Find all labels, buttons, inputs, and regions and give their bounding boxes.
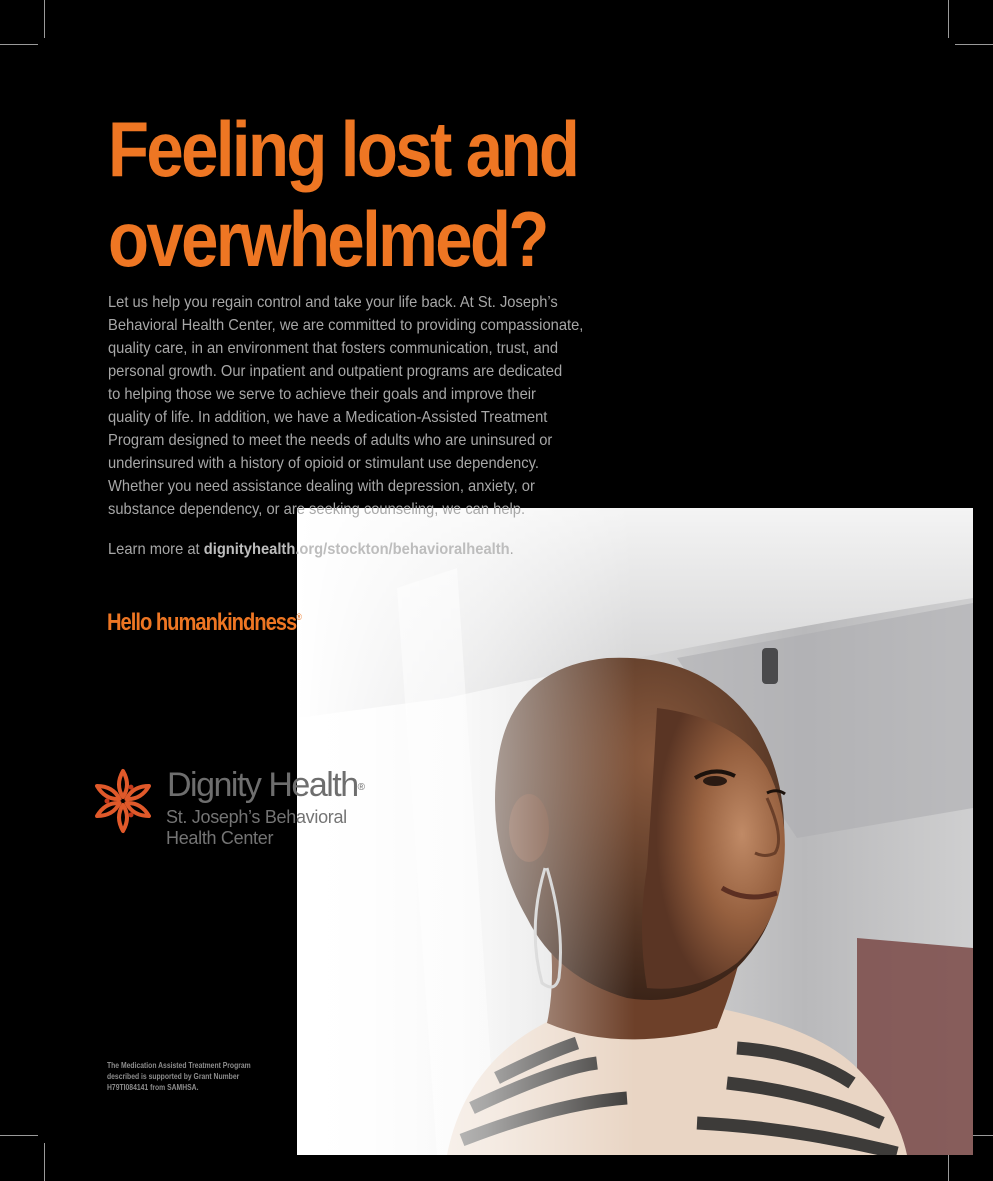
body-line: quality care, in an environment that fosters communication, trust, and bbox=[108, 340, 559, 357]
body-line: quality of life. In addition, we have a Medication-Assisted Treatment bbox=[108, 409, 548, 426]
logo-registered-mark: ® bbox=[357, 782, 366, 793]
body-line: Let us help you regain control and take your life back. At St. Joseph’s bbox=[108, 294, 558, 311]
body-line: Behavioral Health Center, we are committed to providing compassionate, bbox=[108, 317, 584, 334]
body-line: substance dependency, or are seeking counseling, we can help. bbox=[108, 501, 526, 518]
hero-photo bbox=[297, 508, 973, 1155]
dignity-health-logo bbox=[88, 762, 388, 857]
learn-more-prefix: Learn more at bbox=[108, 541, 204, 558]
logo-name bbox=[167, 765, 365, 808]
body-line: Whether you need assistance dealing with depression, anxiety, or bbox=[108, 478, 535, 495]
crop-mark-top-left-v bbox=[44, 0, 45, 38]
body-copy bbox=[108, 291, 623, 521]
learn-more bbox=[108, 539, 514, 561]
star-flower-logo-icon bbox=[88, 766, 158, 836]
logo-sub-line-1: St. Joseph’s Behavioral bbox=[166, 807, 347, 827]
headline-line-2: overwhelmed? bbox=[108, 195, 547, 283]
learn-more-suffix: . bbox=[509, 541, 514, 558]
logo-name-text: Dignity Health bbox=[167, 766, 358, 804]
tagline bbox=[107, 609, 302, 637]
body-line: to helping those we serve to achieve their goals and improve their bbox=[108, 386, 536, 403]
body-line: underinsured with a history of opioid or stimulant use dependency. bbox=[108, 455, 539, 472]
crop-mark-top-right-v bbox=[948, 0, 949, 38]
woman-portrait-image bbox=[297, 508, 973, 1155]
logo-sub-line-2: Health Center bbox=[166, 828, 274, 848]
disclaimer-line: The Medication Assisted Treatment Program bbox=[107, 1061, 251, 1070]
disclaimer-line: described is supported by Grant Number bbox=[107, 1072, 240, 1081]
crop-mark-top-left-h bbox=[0, 44, 38, 45]
crop-mark-bottom-left-h bbox=[0, 1135, 38, 1136]
logo-subtitle bbox=[166, 807, 347, 849]
headline bbox=[108, 104, 590, 284]
tagline-text: Hello humankindness bbox=[107, 609, 297, 636]
body-line: Program designed to meet the needs of adults who are uninsured or bbox=[108, 432, 553, 449]
grant-disclaimer bbox=[107, 1060, 277, 1093]
disclaimer-line: H79TI084141 from SAMHSA. bbox=[107, 1083, 199, 1092]
headline-line-1: Feeling lost and bbox=[108, 105, 578, 193]
body-line: personal growth. Our inpatient and outpatient programs are dedicated bbox=[108, 363, 563, 380]
website-link[interactable]: dignityhealth.org/stockton/behavioralhealth bbox=[203, 541, 510, 558]
crop-mark-top-right-h bbox=[955, 44, 993, 45]
crop-mark-bottom-left-v bbox=[44, 1143, 45, 1181]
registered-mark: ® bbox=[296, 612, 302, 622]
